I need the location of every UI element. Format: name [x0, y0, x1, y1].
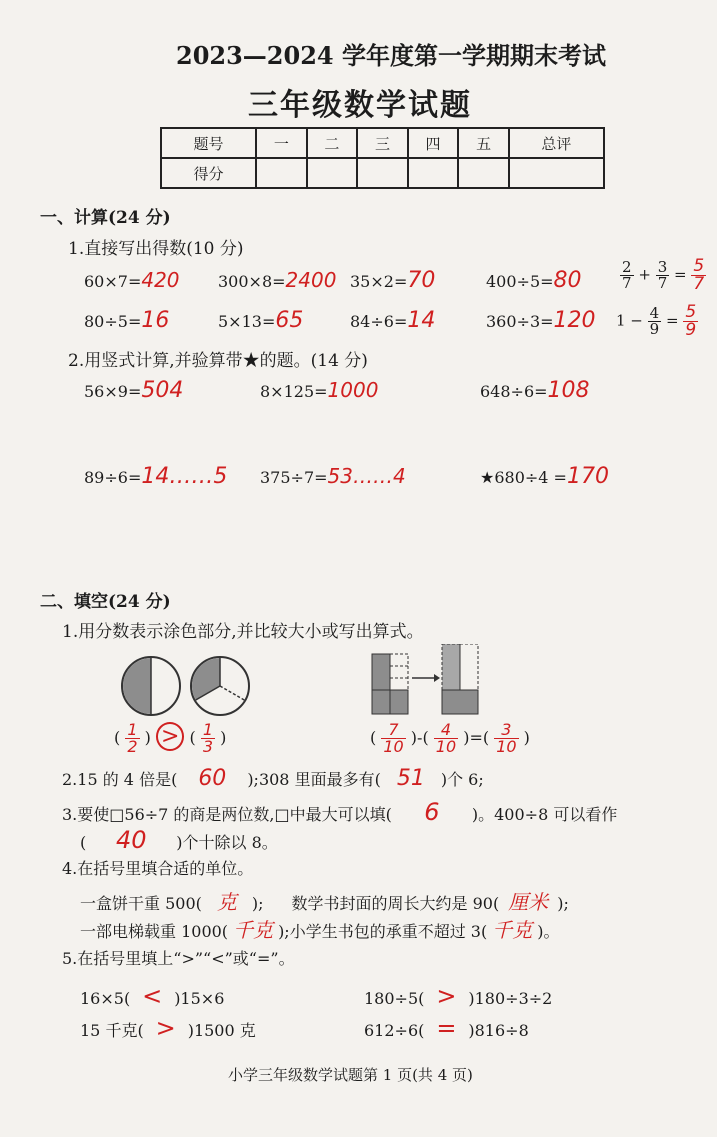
circle-shading [123, 658, 179, 714]
fraction-compare-row: ( $\frac{1}{2}$ ) > ( $\frac{1}{3}$ ) [114, 720, 227, 756]
calc-item: 300×8=2400 [218, 268, 337, 292]
compare-item: 16×5( < )15×6 [80, 982, 225, 1010]
fill-q3: 3.要使□56÷7 的商是两位数,□中最大可以填( 6 )。400÷8 可以看作 [62, 798, 618, 826]
calc-item: 35×2=70 [350, 268, 436, 293]
compare-item: 15 千克( > )1500 克 [80, 1014, 256, 1042]
half-shaded-circle [121, 656, 181, 716]
score-cell-blank[interactable] [256, 158, 307, 188]
score-table-header-row [161, 128, 604, 158]
score-table [160, 127, 605, 189]
circle-shading [192, 658, 248, 714]
vertical-calc-item: 8×125=1000 [260, 378, 379, 402]
fill-q2: 2.15 的 4 倍是( 60 );308 里面最多有( 51 )个 6; [62, 766, 484, 791]
fill-q4-line1: 一盒饼干重 500( 克 ); 数学书封面的周长大约是 90( 厘米 ); [80, 890, 569, 914]
section-1-heading: 一、计算(24 分) [40, 208, 171, 228]
calc-item: 400÷5=80 [486, 268, 582, 293]
compare-item: 612÷6( = )816÷8 [364, 1014, 529, 1042]
calc-item: 84÷6=14 [350, 308, 436, 333]
fill-q4-line2: 一部电梯载重 1000( 千克 );小学生书包的承重不超过 3( 千克 )。 [80, 918, 560, 942]
compare-item: 180÷5( > )180÷3÷2 [364, 982, 553, 1010]
vertical-calc-item: 375÷7=53……4 [260, 464, 406, 488]
fill-q3-line2: ( 40 )个十除以 8。 [80, 826, 278, 854]
q1-heading: 1.直接写出得数(10 分) [68, 239, 244, 259]
score-cell-blank[interactable] [307, 158, 358, 188]
score-cell: 总评 [509, 128, 604, 158]
fill-q5: 5.在括号里填上“>”“<”或“=”。 [62, 949, 295, 968]
score-cell: 三 [357, 128, 408, 158]
vertical-calc-item: 648÷6=108 [480, 378, 590, 403]
score-cell: 五 [458, 128, 509, 158]
exam-title: 2023—2024 学年度第一学期期末考试 [176, 41, 606, 70]
score-cell: 得分 [161, 158, 256, 188]
fill-q1: 1.用分数表示涂色部分,并比较大小或写出算式。 [62, 622, 424, 642]
score-cell-blank[interactable] [357, 158, 408, 188]
fraction-problem-1: $\frac{2}{7}$ + $\frac{3}{7}$ = $\frac{5}{7}$ [622, 256, 705, 294]
score-cell: 题号 [161, 128, 256, 158]
section-2-heading: 二、填空(24 分) [40, 592, 171, 612]
fraction-bar-diagram [368, 644, 498, 716]
fill-q4: 4.在括号里填合适的单位。 [62, 859, 254, 878]
score-cell: 二 [307, 128, 358, 158]
score-cell-blank[interactable] [408, 158, 459, 188]
calc-item: 360÷3=120 [486, 308, 596, 333]
third-shaded-circle [190, 656, 250, 716]
score-cell: 四 [408, 128, 459, 158]
vertical-calc-item: 56×9=504 [84, 378, 184, 403]
page-footer: 小学三年级数学试题第 1 页(共 4 页) [228, 1066, 473, 1084]
score-cell-blank[interactable] [458, 158, 509, 188]
vertical-calc-item: ★680÷4 =170 [480, 464, 609, 489]
calc-item: 80÷5=16 [84, 308, 170, 333]
q2-heading: 2.用竖式计算,并验算带★的题。(14 分) [68, 351, 368, 371]
score-cell-blank[interactable] [509, 158, 604, 188]
exam-subtitle: 三年级数学试题 [248, 88, 472, 123]
fraction-problem-2: 1 − $\frac{4}{9}$ = $\frac{5}{9}$ [616, 302, 697, 340]
calc-item: 5×13=65 [218, 308, 304, 333]
vertical-calc-item: 89÷6=14……5 [84, 464, 228, 489]
fraction-equation-row: ( $\frac{7}{10}$ )-( $\frac{4}{10}$ )=( $\frac{3}{10}$ ) [370, 720, 530, 756]
calc-item: 60×7=420 [84, 268, 180, 292]
score-table-score-row [161, 158, 604, 188]
score-cell: 一 [256, 128, 307, 158]
